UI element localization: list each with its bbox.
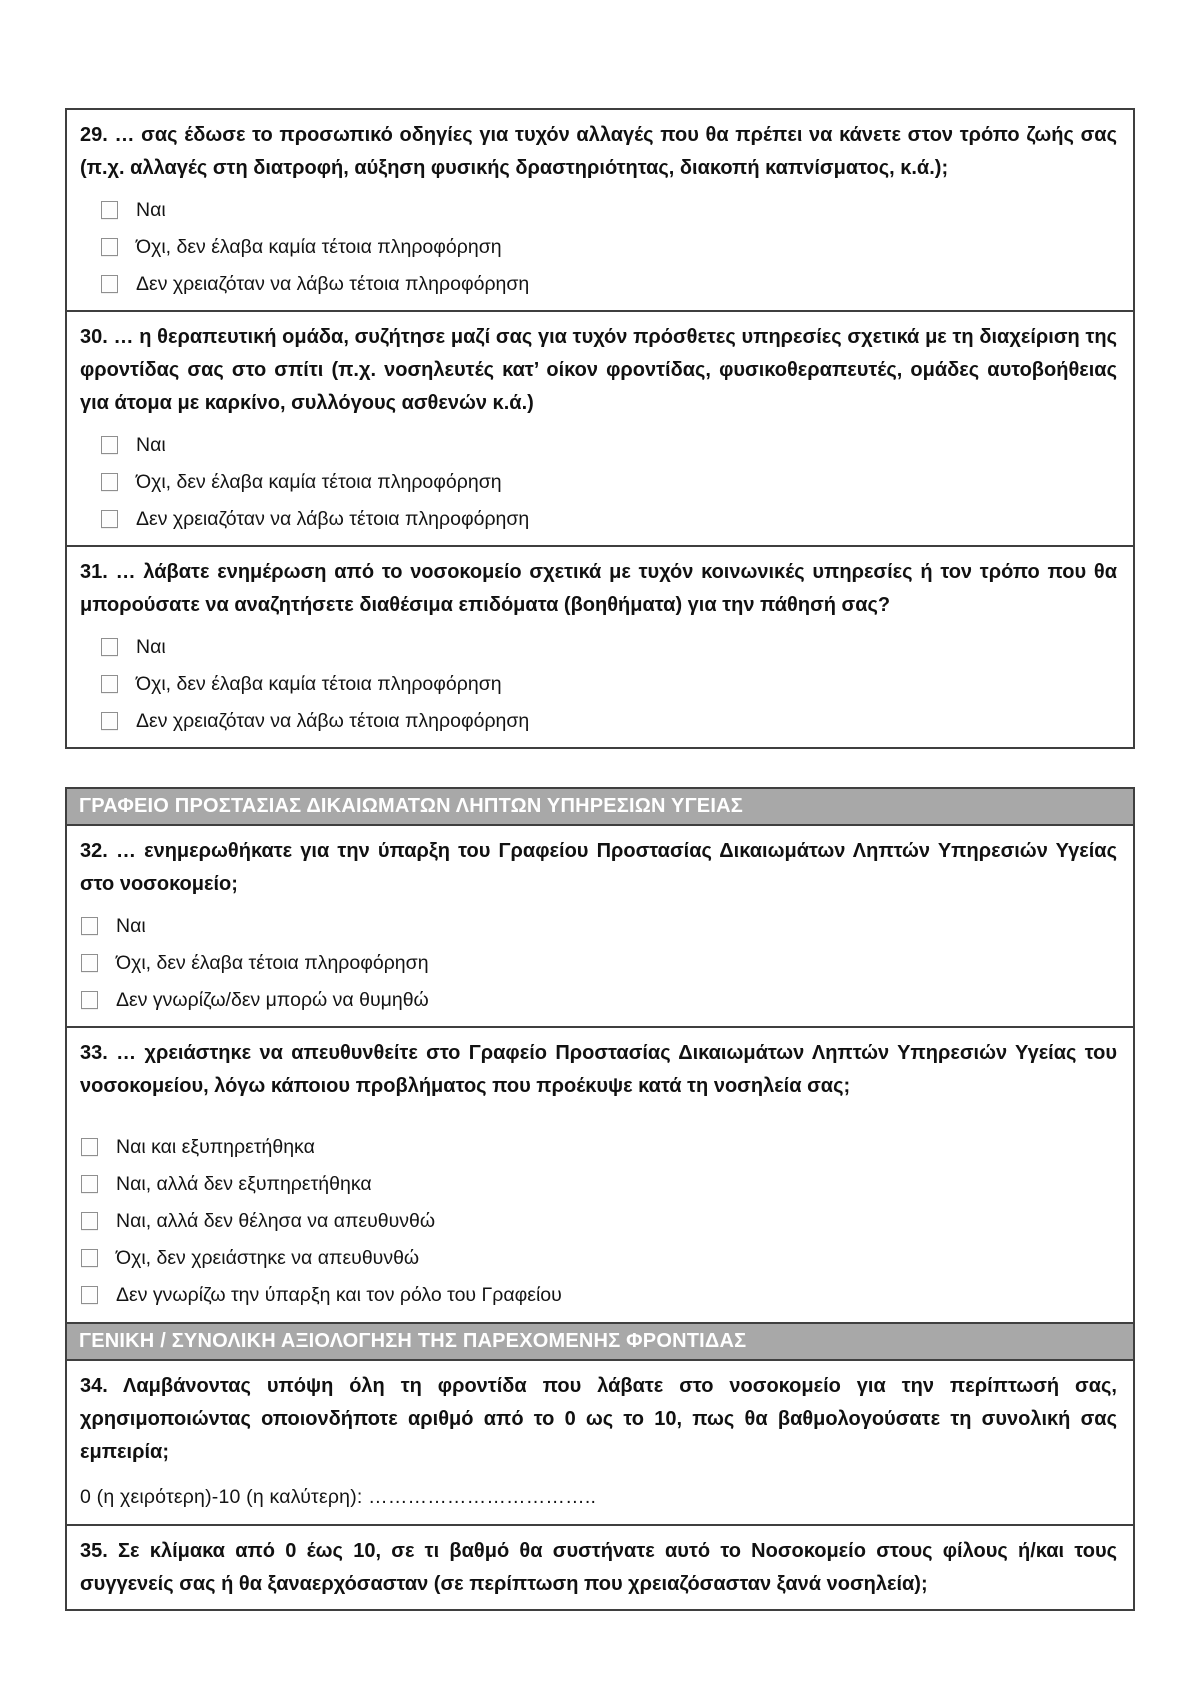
option-row[interactable] — [101, 235, 1117, 259]
checkbox-icon[interactable] — [101, 712, 118, 730]
questions-table-upper — [65, 108, 1135, 749]
option-label: Ναι — [136, 199, 166, 221]
option-label: Δεν γνωρίζω/δεν μπορώ να θυμηθώ — [116, 989, 429, 1011]
question-34-cell — [67, 1359, 1133, 1524]
question-30-text: 30. … η θεραπευτική ομάδα, συζήτησε μαζί σας για τυχόν πρόσθετες υπηρεσίες σχετικά με τη διαχείριση της φροντίδας σας στο σπίτι (π.χ. νοσηλευτές κατ’ οίκον φροντίδας, φυσικοθεραπευτές, ομάδες αυτοβοήθειας για άτομα με καρκίνο, συλλόγους ασθενών κ.ά.) — [80, 326, 1117, 414]
question-33-options — [80, 1135, 1117, 1307]
option-label: Όχι, δεν χρειάστηκε να απευθυνθώ — [116, 1247, 420, 1269]
question-30-cell — [67, 310, 1133, 545]
option-row[interactable] — [81, 951, 1117, 975]
section-header-rights-office: ΓΡΑΦΕΙΟ ΠΡΟΣΤΑΣΙΑΣ ΔΙΚΑΙΩΜΑΤΩΝ ΛΗΠΤΩΝ ΥΠΗΡΕΣΙΩΝ ΥΓΕΙΑΣ — [67, 789, 1133, 824]
question-31-cell — [67, 545, 1133, 747]
option-label: Ναι, αλλά δεν εξυπηρετήθηκα — [116, 1173, 372, 1195]
option-label: Όχι, δεν έλαβα τέτοια πληροφόρηση — [116, 952, 429, 974]
option-row[interactable] — [81, 1246, 1117, 1270]
checkbox-icon[interactable] — [81, 991, 98, 1009]
option-row[interactable] — [81, 1135, 1117, 1159]
option-row[interactable] — [81, 1209, 1117, 1233]
option-row[interactable] — [81, 914, 1117, 938]
question-35-cell — [67, 1524, 1133, 1609]
option-row[interactable] — [101, 470, 1117, 494]
option-label: Ναι — [116, 915, 146, 937]
question-34-text: 34. Λαμβάνοντας υπόψη όλη τη φροντίδα που λάβατε στο νοσοκομείο για την περίπτωσή σας, χρησιμοποιώντας οποιονδήποτε αριθμό από το 0 ως το 10, πως θα βαθμολογούσατε τη συνολική σας εμπειρία; — [80, 1375, 1117, 1463]
checkbox-icon[interactable] — [81, 1138, 98, 1156]
option-label: Όχι, δεν έλαβα καμία τέτοια πληροφόρηση — [136, 471, 502, 493]
question-29-cell — [67, 110, 1133, 310]
question-30-options — [80, 433, 1117, 531]
option-row[interactable] — [101, 433, 1117, 457]
option-row[interactable] — [101, 507, 1117, 531]
checkbox-icon[interactable] — [101, 638, 118, 656]
question-31-text: 31. … λάβατε ενημέρωση από το νοσοκομείο σχετικά με τυχόν κοινωνικές υπηρεσίες ή τον τρόπο που θα μπορούσατε να αναζητήσετε διαθέσιμα επιδόματα (βοηθήματα) για την πάθησή σας? — [80, 561, 1117, 616]
option-label: Δεν χρειαζόταν να λάβω τέτοια πληροφόρηση — [136, 710, 530, 732]
option-row[interactable] — [81, 1283, 1117, 1307]
question-33-cell — [67, 1026, 1133, 1322]
checkbox-icon[interactable] — [81, 1175, 98, 1193]
checkbox-icon[interactable] — [101, 201, 118, 219]
question-29-text: 29. … σας έδωσε το προσωπικό οδηγίες για τυχόν αλλαγές που θα πρέπει να κάνετε στον τρόπο ζωής σας (π.χ. αλλαγές στη διατροφή, αύξηση φυσικής δραστηριότητας, διακοπή καπνίσματος, κ.ά.); — [80, 124, 1117, 179]
checkbox-icon[interactable] — [101, 275, 118, 293]
checkbox-icon[interactable] — [101, 238, 118, 256]
option-label: Ναι — [136, 636, 166, 658]
question-32-cell — [67, 824, 1133, 1026]
option-row[interactable] — [101, 635, 1117, 659]
option-label: Δεν χρειαζόταν να λάβω τέτοια πληροφόρηση — [136, 273, 530, 295]
checkbox-icon[interactable] — [81, 1286, 98, 1304]
checkbox-icon[interactable] — [81, 1249, 98, 1267]
option-row[interactable] — [81, 988, 1117, 1012]
option-row[interactable] — [101, 672, 1117, 696]
question-35-text: 35. Σε κλίμακα από 0 έως 10, σε τι βαθμό θα συστήνατε αυτό το Νοσοκομείο στους φίλους ή/και τους συγγενείς σας ή θα ξαναερχόσασταν (σε περίπτωση που χρειαζόσασταν ξανά νοσηλεία); — [80, 1540, 1117, 1595]
option-label: Ναι, αλλά δεν θέλησα να απευθυνθώ — [116, 1210, 436, 1232]
questions-table-lower — [65, 787, 1135, 1611]
question-29-options — [80, 198, 1117, 296]
option-label: Δεν γνωρίζω την ύπαρξη και τον ρόλο του Γραφείου — [116, 1284, 562, 1306]
option-row[interactable] — [81, 1172, 1117, 1196]
question-32-options — [80, 914, 1117, 1012]
rating-scale-fill-in[interactable]: 0 (η χειρότερη)-10 (η καλύτερη): …………………………….. — [80, 1486, 597, 1508]
checkbox-icon[interactable] — [101, 675, 118, 693]
option-row[interactable] — [101, 198, 1117, 222]
checkbox-icon[interactable] — [101, 436, 118, 454]
question-32-text: 32. … ενημερωθήκατε για την ύπαρξη του Γραφείου Προστασίας Δικαιωμάτων Ληπτών Υπηρεσιών Υγείας στο νοσοκομείο; — [80, 840, 1117, 895]
checkbox-icon[interactable] — [81, 954, 98, 972]
section-header-overall-evaluation: ΓΕΝΙΚΗ / ΣΥΝΟΛΙΚΗ ΑΞΙΟΛΟΓΗΣΗ ΤΗΣ ΠΑΡΕΧΟΜΕΝΗΣ ΦΡΟΝΤΙΔΑΣ — [67, 1322, 1133, 1359]
checkbox-icon[interactable] — [101, 510, 118, 528]
checkbox-icon[interactable] — [81, 1212, 98, 1230]
question-31-options — [80, 635, 1117, 733]
question-33-text: 33. … χρειάστηκε να απευθυνθείτε στο Γραφείο Προστασίας Δικαιωμάτων Ληπτών Υπηρεσιών Υγείας του νοσοκομείου, λόγω κάποιου προβλήματος που προέκυψε κατά τη νοσηλεία σας; — [80, 1042, 1117, 1097]
checkbox-icon[interactable] — [81, 917, 98, 935]
option-label: Όχι, δεν έλαβα καμία τέτοια πληροφόρηση — [136, 673, 502, 695]
option-row[interactable] — [101, 709, 1117, 733]
option-label: Ναι — [136, 434, 166, 456]
option-label: Δεν χρειαζόταν να λάβω τέτοια πληροφόρηση — [136, 508, 530, 530]
checkbox-icon[interactable] — [101, 473, 118, 491]
option-label: Ναι και εξυπηρετήθηκα — [116, 1136, 315, 1158]
option-label: Όχι, δεν έλαβα καμία τέτοια πληροφόρηση — [136, 236, 502, 258]
option-row[interactable] — [101, 272, 1117, 296]
